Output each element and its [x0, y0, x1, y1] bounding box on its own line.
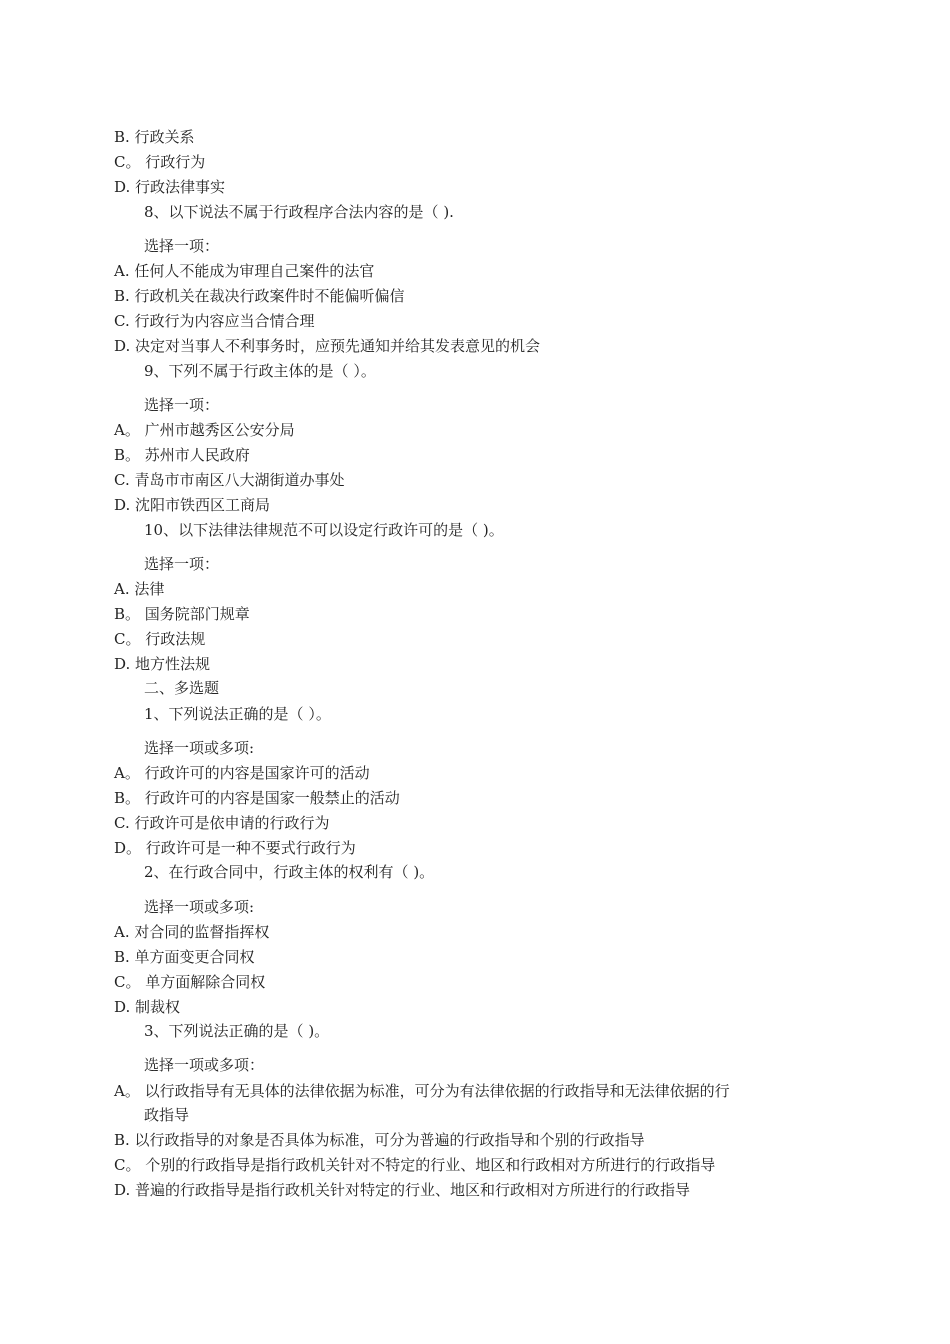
- option-a-continued: 政指导: [144, 1106, 190, 1124]
- option-c: C。 行政法规: [114, 630, 206, 648]
- option-a: A。 行政许可的内容是国家许可的活动: [114, 764, 370, 782]
- option-c: C。 单方面解除合同权: [114, 973, 266, 991]
- option-b: B。 国务院部门规章: [114, 605, 250, 623]
- option-b: B。 苏州市人民政府: [114, 446, 250, 464]
- option-a: A。 以行政指导有无具体的法律依据为标准，可分为有法律依据的行政指导和无法律依据的行: [114, 1082, 730, 1100]
- option-a: A. 任何人不能成为审理自己案件的法官: [114, 262, 375, 280]
- option-c: C. 青岛市市南区八大湖街道办事处: [114, 471, 345, 489]
- multi-question-2: 2、在行政合同中，行政主体的权利有（ )。: [144, 863, 435, 881]
- question-9: 9、下列不属于行政主体的是（ ）。: [144, 362, 376, 380]
- option-b: B. 行政关系: [114, 128, 195, 146]
- multi-question-3: 3、下列说法正确的是（ )。: [144, 1022, 330, 1040]
- option-a: A. 对合同的监督指挥权: [114, 923, 270, 941]
- option-b: B. 单方面变更合同权: [114, 948, 255, 966]
- question-8: 8、以下说法不属于行政程序合法内容的是（ ).: [144, 203, 454, 221]
- option-a: A。 广州市越秀区公安分局: [114, 421, 295, 439]
- option-c: C. 行政许可是依申请的行政行为: [114, 814, 330, 832]
- option-c: C。 行政行为: [114, 153, 206, 171]
- question-10: 10、以下法律法律规范不可以设定行政许可的是（ )。: [144, 521, 504, 539]
- option-b: B。 行政许可的内容是国家一般禁止的活动: [114, 789, 400, 807]
- option-d: D. 决定对当事人不利事务时，应预先通知并给其发表意见的机会: [114, 337, 541, 355]
- option-d: D. 普遍的行政指导是指行政机关针对特定的行业、地区和行政相对方所进行的行政指导: [114, 1181, 691, 1199]
- choose-multi-label: 选择一项或多项:: [144, 739, 255, 757]
- choose-one-label: 选择一项：: [144, 237, 220, 255]
- choose-one-label: 选择一项：: [144, 555, 220, 573]
- option-b: B. 以行政指导的对象是否具体为标准，可分为普遍的行政指导和个别的行政指导: [114, 1131, 645, 1149]
- multi-question-1: 1、下列说法正确的是（ ）。: [144, 705, 331, 723]
- option-d: D. 地方性法规: [114, 655, 211, 673]
- choose-multi-label: 选择一项或多项：: [144, 1056, 265, 1074]
- section-heading: 二、多选题: [144, 679, 220, 697]
- option-d: D。 行政许可是一种不要式行政行为: [114, 839, 356, 857]
- option-b: B. 行政机关在裁决行政案件时不能偏听偏信: [114, 287, 405, 305]
- option-c: C。 个别的行政指导是指行政机关针对不特定的行业、地区和行政相对方所进行的行政指导: [114, 1156, 716, 1174]
- option-d: D. 制裁权: [114, 998, 181, 1016]
- choose-one-label: 选择一项：: [144, 396, 220, 414]
- option-d: D. 沈阳市铁西区工商局: [114, 496, 271, 514]
- option-a: A. 法律: [114, 580, 165, 598]
- option-c: C. 行政行为内容应当合情合理: [114, 312, 315, 330]
- choose-multi-label: 选择一项或多项:: [144, 898, 255, 916]
- option-d: D. 行政法律事实: [114, 178, 226, 196]
